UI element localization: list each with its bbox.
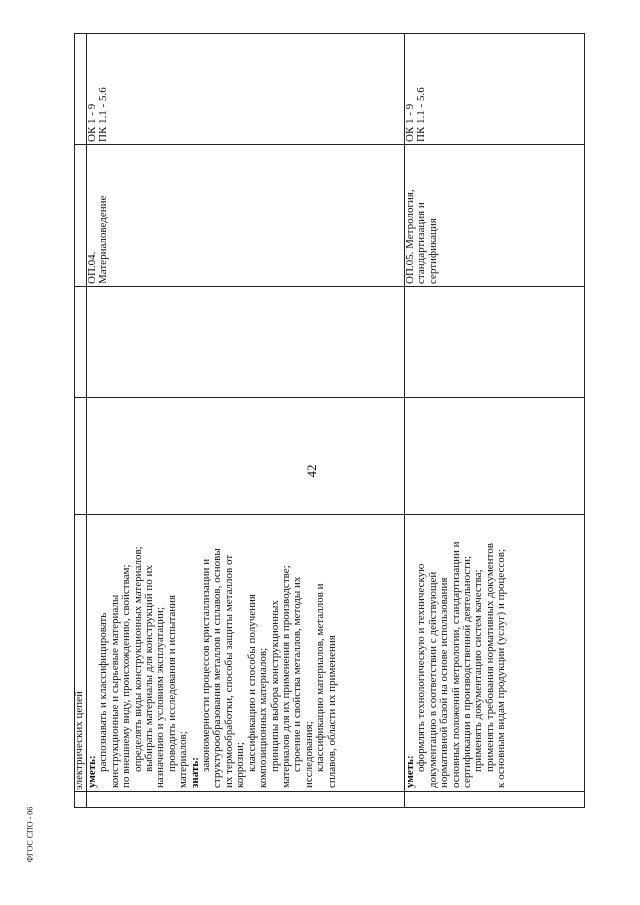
know-item: строение и свойства металлов, методы их (291, 576, 304, 772)
can-item: к основным видам продукции (услуг) и процессов; (495, 548, 508, 788)
discipline-cell (405, 146, 584, 286)
can-heading: уметь: (404, 755, 416, 788)
know-item: их термообработки, способы защиты металлов от (222, 554, 235, 788)
competency-pk: ПК 1.1 - 5.6 (415, 87, 428, 142)
page-number: 42 (304, 464, 319, 478)
can-item: по внешнему виду, происхождению, свойствам; (120, 564, 133, 788)
competencies-cell (405, 34, 584, 144)
can-item: распознавать и классифицировать (97, 612, 110, 772)
discipline-cell (87, 146, 404, 286)
table-row (87, 33, 404, 808)
know-item: принципы выбора конструкционных (268, 600, 281, 772)
table-row (74, 33, 86, 808)
know-item: классификацию материалов, металлов и (314, 583, 327, 772)
competency-ok: ОК 1 - 9 (404, 103, 416, 142)
discipline-code: ОП.04. (86, 251, 98, 284)
competency-pk: ПК 1.1 - 5.6 (97, 87, 110, 142)
can-item: выбирать материалы для конструкций по их (143, 565, 156, 772)
discipline-name: сертификация (426, 218, 439, 284)
know-item: исследования; (302, 721, 315, 788)
page-footer: ФГОС СПО - 06 (25, 806, 35, 863)
competency-ok: ОК 1 - 9 (86, 103, 98, 142)
can-heading: уметь: (86, 755, 98, 788)
can-item: документацию в соответствии с действующей (426, 571, 439, 788)
can-item: применять документацию систем качества; (472, 569, 485, 772)
know-heading: знать: (188, 757, 201, 788)
can-item: проводить исследования и испытания (165, 594, 178, 772)
know-item: сплавов, области их применения (325, 635, 338, 788)
can-item: материалов; (177, 731, 190, 788)
can-item: нормативной базой на основе использования (438, 577, 451, 788)
cell-text: электрических цепей (73, 691, 85, 790)
know-item: композиционных материалов; (257, 647, 270, 788)
know-item: классификацию и способы получения (245, 594, 258, 772)
requirements-cell (87, 516, 404, 790)
table-row (405, 33, 584, 808)
rotated-table (74, 33, 585, 808)
can-item: определять виды конструкционных материалов; (131, 546, 144, 772)
can-item: основных положений метрологии, стандартизации и (449, 541, 462, 788)
discipline-name: Материаловедение (97, 195, 110, 284)
discipline-name: ОП.05. Метрология, (404, 189, 416, 284)
know-item: структурообразования металлов и сплавов, основы (211, 548, 224, 788)
can-item: сертификации в производственной деятельности; (461, 555, 474, 788)
can-item: оформлять технологическую и техническую (415, 563, 428, 772)
can-item: применять требования нормативных документов (483, 543, 496, 772)
requirements-cell (405, 516, 584, 790)
discipline-name: стандартизация и (415, 202, 428, 284)
competencies-cell (87, 34, 404, 144)
can-item: конструкционные и сырьевые материалы (108, 594, 121, 788)
know-item: коррозии; (234, 742, 247, 788)
table-border-bottom (584, 33, 585, 808)
know-item: материалов для их применения в производстве; (279, 565, 292, 788)
know-item: закономерности процессов кристаллизации и (200, 558, 213, 772)
can-item: назначению и условиям эксплуатации; (154, 606, 167, 788)
